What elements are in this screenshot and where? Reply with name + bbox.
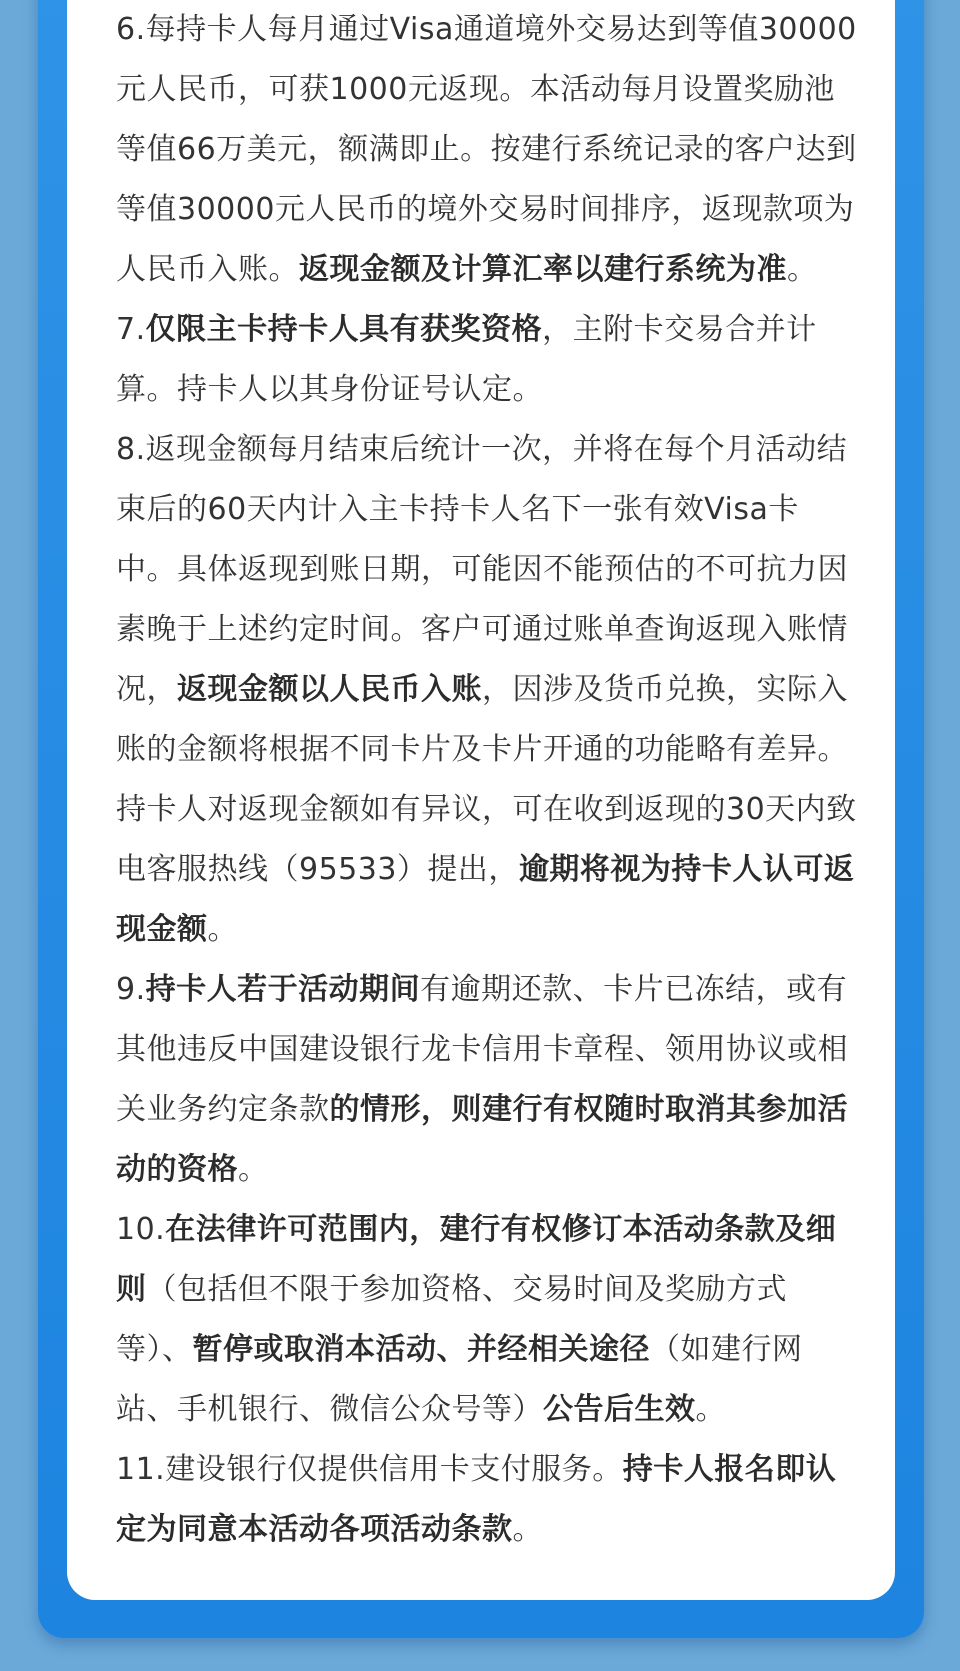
term-10-bold-3: 公告后生效 [543,1392,696,1427]
term-10-bold-1: 在法律许可范围内，建行有权修订本活动条款及细则 [116,1212,837,1307]
term-6-bold: 返现金额及计算汇率以建行系统为准 [299,252,787,287]
term-10-text-1: （包括但不限于参加资格、交易时间及奖励方式等）、 [116,1272,787,1367]
term-10-bold-2: 暂停或取消本活动、并经相关途径 [192,1332,650,1367]
term-item-10 [116,1200,858,1440]
term-8-bold-1: 返现金额以人民币入账 [177,672,482,707]
term-item-9 [116,960,858,1200]
term-10-end: 。 [695,1392,726,1427]
term-7-text: ，主附卡交易合并计算。持卡人以其身份证号认定。 [116,312,817,407]
term-item-11 [116,1440,858,1560]
term-7-bold: 仅限主卡持卡人具有获奖资格 [145,312,543,347]
term-11-end: 。 [512,1512,543,1547]
term-item-7 [116,300,858,420]
term-7-number: 7. [116,312,146,347]
term-6-text: 6.每持卡人每月通过Visa通道境外交易达到等值30000元人民币，可获1000元返现。本活动每月设置奖励池等值66万美元，额满即止。按建行系统记录的客户达到等值30000元人民币的境外交易时间排序，返现款项为人民币入账。 [116,12,857,287]
term-item-6 [116,0,858,300]
terms-list [116,0,858,1560]
term-11-text: 11.建设银行仅提供信用卡支付服务。 [116,1452,623,1487]
term-9-bold-1: 持卡人若于活动期间 [145,972,421,1007]
term-10-number: 10. [116,1212,166,1247]
term-9-text: 有逾期还款、卡片已冻结，或有其他违反中国建设银行龙卡信用卡章程、领用协议或相关业务约定条款 [116,972,848,1127]
term-10-text-2: （如建行网站、手机银行、微信公众号等） [116,1332,803,1427]
term-8-end: 。 [207,912,238,947]
term-6-end: 。 [787,252,818,287]
term-11-bold: 持卡人报名即认定为同意本活动各项活动条款 [116,1452,837,1547]
term-9-end: 。 [238,1152,269,1187]
term-8-text-2: ，因涉及货币兑换，实际入账的金额将根据不同卡片及卡片开通的功能略有差异。持卡人对返现金额如有异议，可在收到返现的30天内致电客服热线（95533）提出， [116,672,857,887]
term-item-8 [116,420,858,960]
term-8-bold-2: 逾期将视为持卡人认可返现金额 [116,852,855,947]
term-9-number: 9. [116,972,146,1007]
term-9-bold-2: 的情形，则建行有权随时取消其参加活动的资格 [116,1092,848,1187]
term-8-text: 8.返现金额每月结束后统计一次，并将在每个月活动结束后的60天内计入主卡持卡人名下一张有效Visa卡中。具体返现到账日期，可能因不能预估的不可抗力因素晚于上述约定时间。客户可通过账单查询返现入账情况， [116,432,848,707]
